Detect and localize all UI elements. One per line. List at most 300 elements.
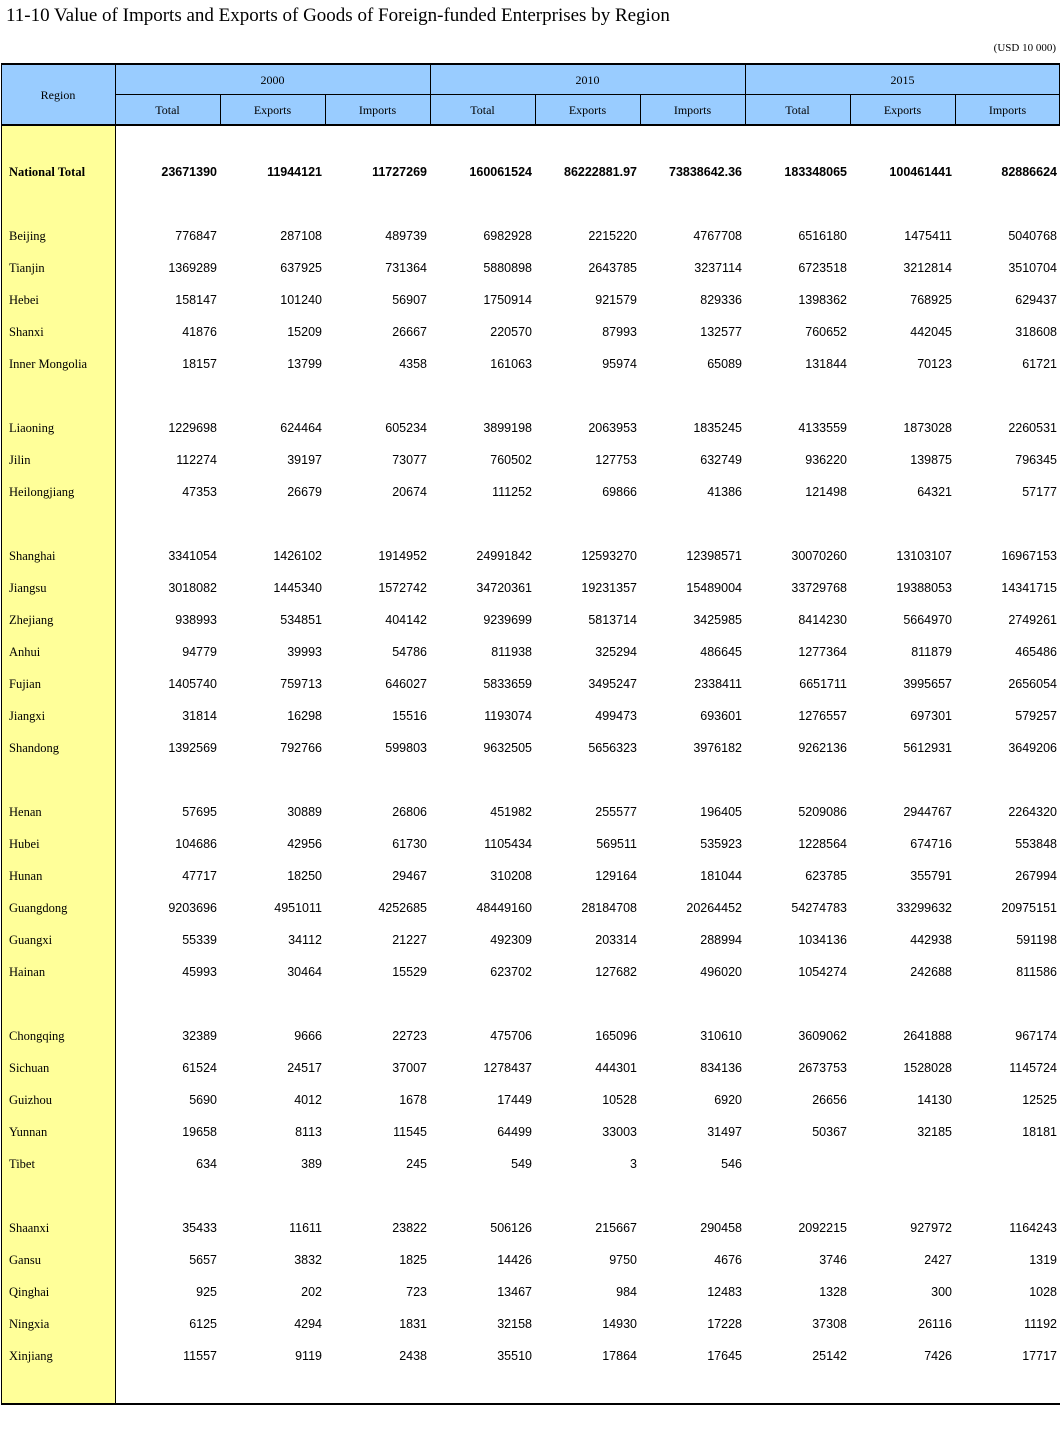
- table-cell: 73077: [392, 453, 427, 467]
- table-cell: 776847: [175, 229, 217, 243]
- table-cell: 506126: [490, 1221, 532, 1235]
- table-cell: 534851: [280, 613, 322, 627]
- table-cell: 2673753: [798, 1061, 847, 1075]
- table-cell: 444301: [595, 1061, 637, 1075]
- table-cell: 496020: [700, 965, 742, 979]
- table-cell: 1145724: [1009, 1061, 1057, 1075]
- table-cell: 61730: [392, 837, 427, 851]
- header-subcolumn: Total: [470, 103, 495, 117]
- row-label: Tianjin: [9, 261, 45, 275]
- table-cell: 4676: [714, 1253, 742, 1267]
- table-cell: 31497: [707, 1125, 742, 1139]
- table-cell: 300: [931, 1285, 952, 1299]
- table-cell: 17864: [602, 1349, 637, 1363]
- table-cell: 127753: [595, 453, 637, 467]
- table-cell: 57177: [1022, 485, 1057, 499]
- table-cell: 1369289: [168, 261, 217, 275]
- table-cell: 4294: [294, 1317, 322, 1331]
- table-cell: 165096: [595, 1029, 637, 1043]
- table-cell: 723: [406, 1285, 427, 1299]
- table-cell: 811586: [1016, 965, 1057, 979]
- table-cell: 82886624: [1001, 165, 1057, 179]
- table-cell: 759713: [280, 677, 322, 691]
- table-cell: 605234: [385, 421, 427, 435]
- table-cell: 546: [721, 1157, 742, 1171]
- table-cell: 3341054: [168, 549, 217, 563]
- table-cell: 70123: [917, 357, 952, 371]
- table-cell: 18250: [287, 869, 322, 883]
- table-cell: 1750914: [483, 293, 532, 307]
- table-cell: 489739: [385, 229, 427, 243]
- table-cell: 18157: [182, 357, 217, 371]
- table-cell: 87993: [602, 325, 637, 339]
- table-cell: 5664970: [903, 613, 952, 627]
- header-year-2015: 2015: [890, 73, 915, 87]
- table-cell: 64321: [917, 485, 952, 499]
- table-cell: 3237114: [694, 261, 742, 275]
- table-cell: 5209086: [798, 805, 847, 819]
- table-cell: 5690: [189, 1093, 217, 1107]
- table-cell: 3212814: [903, 261, 952, 275]
- table-cell: 1228564: [798, 837, 847, 851]
- table-cell: 8414230: [798, 613, 847, 627]
- table-cell: 499473: [595, 709, 637, 723]
- table-cell: 925: [196, 1285, 217, 1299]
- table-cell: 14341715: [1001, 581, 1057, 595]
- row-label: Zhejiang: [9, 613, 54, 627]
- table-cell: 5813714: [588, 613, 637, 627]
- table-cell: 829336: [700, 293, 742, 307]
- table-cell: 1405740: [168, 677, 217, 691]
- table-cell: 131844: [805, 357, 847, 371]
- unit-note: (USD 10 000): [993, 42, 1056, 54]
- header-subcolumn: Exports: [253, 103, 292, 117]
- row-label: Hebei: [9, 293, 39, 307]
- table-cell: 1034136: [798, 933, 847, 947]
- table-cell: 21227: [392, 933, 427, 947]
- table-cell: 41386: [707, 485, 742, 499]
- table-cell: 34720361: [476, 581, 532, 595]
- table-cell: 796345: [1015, 453, 1057, 467]
- table-cell: 927972: [910, 1221, 952, 1235]
- table-cell: 9632505: [483, 741, 532, 755]
- header-region: Region: [40, 88, 76, 102]
- table-cell: 591198: [1016, 933, 1057, 947]
- table-cell: 181044: [700, 869, 742, 883]
- table-cell: 55339: [182, 933, 217, 947]
- table-cell: 61721: [1022, 357, 1057, 371]
- rule-top: [1, 63, 1060, 65]
- table-cell: 2643785: [588, 261, 637, 275]
- table-cell: 2656054: [1008, 677, 1057, 691]
- table-cell: 9666: [294, 1029, 322, 1043]
- table-cell: 1277364: [798, 645, 847, 659]
- table-cell: 14130: [917, 1093, 952, 1107]
- header-year-2000: 2000: [260, 73, 285, 87]
- table-cell: 1278437: [483, 1061, 532, 1075]
- row-label: Shandong: [9, 741, 59, 755]
- table-cell: 623702: [490, 965, 532, 979]
- table-cell: 1229698: [168, 421, 217, 435]
- table-cell: 442938: [910, 933, 952, 947]
- table-cell: 3609062: [798, 1029, 847, 1043]
- table-cell: 492309: [490, 933, 532, 947]
- table-cell: 101240: [280, 293, 322, 307]
- table-cell: 24517: [287, 1061, 322, 1075]
- header-year-2010: 2010: [575, 73, 600, 87]
- table-cell: 634: [196, 1157, 217, 1171]
- table-cell: 760652: [805, 325, 847, 339]
- table-cell: 475706: [490, 1029, 532, 1043]
- table-cell: 9262136: [798, 741, 847, 755]
- table-cell: 3995657: [903, 677, 952, 691]
- table-cell: 30889: [287, 805, 322, 819]
- row-label: Henan: [9, 805, 42, 819]
- table-cell: 11557: [183, 1349, 217, 1363]
- table-cell: 318608: [1015, 325, 1057, 339]
- table-cell: 15516: [392, 709, 427, 723]
- header-subcolumn: Total: [785, 103, 810, 117]
- table-cell: 47353: [182, 485, 217, 499]
- table-cell: 158147: [175, 293, 217, 307]
- table-cell: 1028: [1029, 1285, 1057, 1299]
- table-cell: 697301: [910, 709, 952, 723]
- table-cell: 16967153: [1001, 549, 1057, 563]
- table-cell: 19388053: [896, 581, 952, 595]
- header-subcolumn: Exports: [568, 103, 607, 117]
- table-cell: 267994: [1015, 869, 1057, 883]
- table-cell: 30464: [287, 965, 322, 979]
- table-cell: 967174: [1015, 1029, 1057, 1043]
- row-label: Hainan: [9, 965, 46, 979]
- table-cell: 569511: [596, 837, 637, 851]
- table-cell: 811938: [491, 645, 532, 659]
- table-cell: 404142: [385, 613, 427, 627]
- table-cell: 112274: [176, 453, 217, 467]
- table-cell: 41876: [182, 325, 217, 339]
- table-cell: 2338411: [694, 677, 742, 691]
- table-cell: 245: [406, 1157, 427, 1171]
- table-cell: 11611: [289, 1221, 322, 1235]
- table-cell: 5657: [189, 1253, 217, 1267]
- table-cell: 100461441: [889, 165, 952, 179]
- table-cell: 1392569: [168, 741, 217, 755]
- table-cell: 1445340: [273, 581, 322, 595]
- table-cell: 1319: [1029, 1253, 1057, 1267]
- table-cell: 1835245: [693, 421, 742, 435]
- table-cell: 69866: [602, 485, 637, 499]
- table-cell: 26116: [918, 1317, 952, 1331]
- table-cell: 5880898: [483, 261, 532, 275]
- table-cell: 2438: [399, 1349, 427, 1363]
- table-cell: 17228: [707, 1317, 742, 1331]
- table-cell: 14426: [497, 1253, 532, 1267]
- row-label: Shaanxi: [9, 1221, 50, 1235]
- table-cell: 4133559: [798, 421, 847, 435]
- table-cell: 39197: [287, 453, 322, 467]
- table-cell: 7426: [924, 1349, 952, 1363]
- row-label: Qinghai: [9, 1285, 50, 1299]
- table-cell: 57695: [182, 805, 217, 819]
- table-cell: 442045: [910, 325, 952, 339]
- table-cell: 19658: [182, 1125, 217, 1139]
- table-cell: 1426102: [273, 549, 322, 563]
- table-cell: 11545: [393, 1125, 427, 1139]
- table-cell: 2215220: [588, 229, 637, 243]
- row-label: Gansu: [9, 1253, 41, 1267]
- table-cell: 20674: [392, 485, 427, 499]
- table-cell: 196405: [700, 805, 742, 819]
- table-cell: 6982928: [483, 229, 532, 243]
- table-cell: 1054274: [798, 965, 847, 979]
- table-cell: 2427: [924, 1253, 952, 1267]
- table-cell: 624464: [280, 421, 322, 435]
- header-subcolumn: Imports: [673, 103, 712, 117]
- table-cell: 4012: [294, 1093, 322, 1107]
- table-cell: 1873028: [903, 421, 952, 435]
- table-cell: 1193074: [484, 709, 532, 723]
- header-subcolumn: Imports: [988, 103, 1027, 117]
- table-cell: 73838642.36: [669, 165, 742, 179]
- table-cell: 6723518: [798, 261, 847, 275]
- table-cell: 6516180: [798, 229, 847, 243]
- table-cell: 731364: [385, 261, 427, 275]
- table-cell: 37308: [812, 1317, 847, 1331]
- table-cell: 104686: [175, 837, 217, 851]
- table-cell: 288994: [700, 933, 742, 947]
- table-cell: 202: [301, 1285, 322, 1299]
- table-cell: 12483: [707, 1285, 742, 1299]
- table-cell: 86222881.97: [564, 165, 637, 179]
- table-cell: 26806: [392, 805, 427, 819]
- table-cell: 3649206: [1008, 741, 1057, 755]
- table-cell: 12593270: [581, 549, 637, 563]
- row-label: Xinjiang: [9, 1349, 53, 1363]
- table-cell: 4767708: [693, 229, 742, 243]
- table-cell: 6125: [189, 1317, 217, 1331]
- table-cell: 11944121: [267, 165, 322, 179]
- table-cell: 54786: [392, 645, 427, 659]
- table-cell: 8113: [295, 1125, 322, 1139]
- row-label: Chongqing: [9, 1029, 65, 1043]
- header-subcolumn: Exports: [883, 103, 922, 117]
- table-cell: 26679: [287, 485, 322, 499]
- table-cell: 486645: [700, 645, 742, 659]
- table-cell: 129164: [595, 869, 637, 883]
- table-cell: 28184708: [581, 901, 637, 915]
- table-cell: 2749261: [1008, 613, 1057, 627]
- table-cell: 629437: [1015, 293, 1057, 307]
- row-label: Inner Mongolia: [9, 357, 88, 371]
- table-cell: 25142: [812, 1349, 847, 1363]
- table-cell: 535923: [700, 837, 742, 851]
- table-cell: 255577: [595, 805, 637, 819]
- row-label: Guangxi: [9, 933, 53, 947]
- table-cell: 13103107: [896, 549, 952, 563]
- table-cell: 56907: [392, 293, 427, 307]
- table-cell: 3832: [294, 1253, 322, 1267]
- row-label: Tibet: [9, 1157, 35, 1171]
- table-cell: 389: [301, 1157, 322, 1171]
- table-cell: 768925: [910, 293, 952, 307]
- table-cell: 1528028: [903, 1061, 952, 1075]
- table-cell: 3018082: [168, 581, 217, 595]
- row-label: Anhui: [9, 645, 41, 659]
- table-cell: 1678: [399, 1093, 427, 1107]
- row-label: Guizhou: [9, 1093, 53, 1107]
- table-cell: 1825: [399, 1253, 427, 1267]
- table-cell: 33299632: [896, 901, 952, 915]
- table-cell: 42956: [287, 837, 322, 851]
- table-cell: 287108: [280, 229, 322, 243]
- table-cell: 13799: [287, 357, 322, 371]
- row-label: Guangdong: [9, 901, 68, 915]
- table-cell: 47717: [182, 869, 217, 883]
- table-cell: 3495247: [588, 677, 637, 691]
- rule-bottom: [1, 1403, 1060, 1405]
- table-cell: 1572742: [378, 581, 427, 595]
- table-cell: 6651711: [799, 677, 847, 691]
- table-cell: 1831: [399, 1317, 427, 1331]
- table-cell: 203314: [595, 933, 637, 947]
- table-cell: 61524: [182, 1061, 217, 1075]
- table-cell: 32389: [182, 1029, 217, 1043]
- table-cell: 1475411: [904, 229, 952, 243]
- table-cell: 160061524: [469, 165, 532, 179]
- table-cell: 37007: [392, 1061, 427, 1075]
- table-cell: 2641888: [903, 1029, 952, 1043]
- table-cell: 35433: [182, 1221, 217, 1235]
- row-label: Hunan: [9, 869, 43, 883]
- table-cell: 2264320: [1008, 805, 1057, 819]
- row-label: Heilongjiang: [9, 485, 75, 499]
- table-cell: 24991842: [476, 549, 532, 563]
- row-label: Jiangsu: [9, 581, 47, 595]
- table-cell: 11727269: [372, 165, 427, 179]
- table-cell: 834136: [700, 1061, 742, 1075]
- table-cell: 451982: [490, 805, 532, 819]
- table-cell: 29467: [392, 869, 427, 883]
- table-cell: 465486: [1015, 645, 1057, 659]
- table-cell: 4951011: [274, 901, 322, 915]
- header-subcolumn: Total: [155, 103, 180, 117]
- table-cell: 325294: [595, 645, 637, 659]
- table-cell: 2063953: [588, 421, 637, 435]
- table-cell: 23671390: [161, 165, 217, 179]
- row-label: Fujian: [9, 677, 41, 691]
- table-cell: 9239699: [483, 613, 532, 627]
- table-cell: 637925: [280, 261, 322, 275]
- table-cell: 17449: [497, 1093, 532, 1107]
- table-cell: 32185: [917, 1125, 952, 1139]
- table-cell: 792766: [280, 741, 322, 755]
- table-cell: 9119: [295, 1349, 322, 1363]
- row-label: Shanxi: [9, 325, 44, 339]
- table-cell: 579257: [1015, 709, 1057, 723]
- row-label: Yunnan: [9, 1125, 48, 1139]
- table-cell: 3510704: [1008, 261, 1057, 275]
- rule-left: [1, 63, 2, 1405]
- table-cell: 18181: [1022, 1125, 1057, 1139]
- table-cell: 242688: [910, 965, 952, 979]
- table-cell: 1914952: [378, 549, 427, 563]
- table-cell: 3425985: [693, 613, 742, 627]
- rule-header-bottom: [1, 124, 1060, 126]
- row-label: Shanghai: [9, 549, 56, 563]
- table-cell: 3899198: [483, 421, 532, 435]
- table-cell: 48449160: [476, 901, 532, 915]
- table-cell: 127682: [595, 965, 637, 979]
- table-cell: 3746: [819, 1253, 847, 1267]
- table-cell: 1328: [819, 1285, 847, 1299]
- table-cell: 760502: [490, 453, 532, 467]
- table-cell: 12398571: [686, 549, 742, 563]
- table-cell: 45993: [182, 965, 217, 979]
- row-label: Jilin: [9, 453, 31, 467]
- table-cell: 4358: [399, 357, 427, 371]
- table-cell: 3976182: [693, 741, 742, 755]
- table-cell: 54274783: [791, 901, 847, 915]
- table-cell: 290458: [700, 1221, 742, 1235]
- table-cell: 2092215: [798, 1221, 847, 1235]
- row-label: Beijing: [9, 229, 46, 243]
- table-cell: 9203696: [168, 901, 217, 915]
- table-cell: 553848: [1015, 837, 1057, 851]
- table-cell: 132577: [700, 325, 742, 339]
- table-cell: 6920: [714, 1093, 742, 1107]
- table-cell: 215667: [595, 1221, 637, 1235]
- table-cell: 599803: [385, 741, 427, 755]
- table-cell: 15209: [287, 325, 322, 339]
- table-title: 11-10 Value of Imports and Exports of Goods of Foreign-funded Enterprises by Region: [6, 5, 670, 26]
- table-cell: 33003: [602, 1125, 637, 1139]
- table-cell: 921579: [595, 293, 637, 307]
- table-cell: 121498: [805, 485, 847, 499]
- table-cell: 19231357: [581, 581, 637, 595]
- table-cell: 5833659: [483, 677, 532, 691]
- table-cell: 693601: [700, 709, 742, 723]
- table-cell: 1398362: [798, 293, 847, 307]
- table-cell: 310610: [700, 1029, 742, 1043]
- table-cell: 549: [511, 1157, 532, 1171]
- table-cell: 17717: [1022, 1349, 1057, 1363]
- row-label: Liaoning: [9, 421, 55, 435]
- table-cell: 2944767: [903, 805, 952, 819]
- table-cell: 50367: [812, 1125, 847, 1139]
- table-cell: 17645: [707, 1349, 742, 1363]
- table-cell: 4252685: [378, 901, 427, 915]
- table-cell: 1105434: [484, 837, 532, 851]
- table-cell: 646027: [385, 677, 427, 691]
- table-cell: 95974: [602, 357, 637, 371]
- table-cell: 32158: [497, 1317, 532, 1331]
- table-cell: 65089: [707, 357, 742, 371]
- table-cell: 26667: [392, 325, 427, 339]
- table-cell: 23822: [392, 1221, 427, 1235]
- table-cell: 31814: [182, 709, 217, 723]
- table-cell: 183348065: [784, 165, 847, 179]
- table-cell: 161063: [490, 357, 532, 371]
- table-cell: 33729768: [791, 581, 847, 595]
- table-cell: 5040768: [1008, 229, 1057, 243]
- table-cell: 310208: [490, 869, 532, 883]
- table-cell: 2260531: [1008, 421, 1057, 435]
- table-cell: 5612931: [903, 741, 952, 755]
- table-cell: 632749: [700, 453, 742, 467]
- table-cell: 111252: [492, 485, 532, 499]
- table-cell: 674716: [910, 837, 952, 851]
- row-label: Sichuan: [9, 1061, 50, 1075]
